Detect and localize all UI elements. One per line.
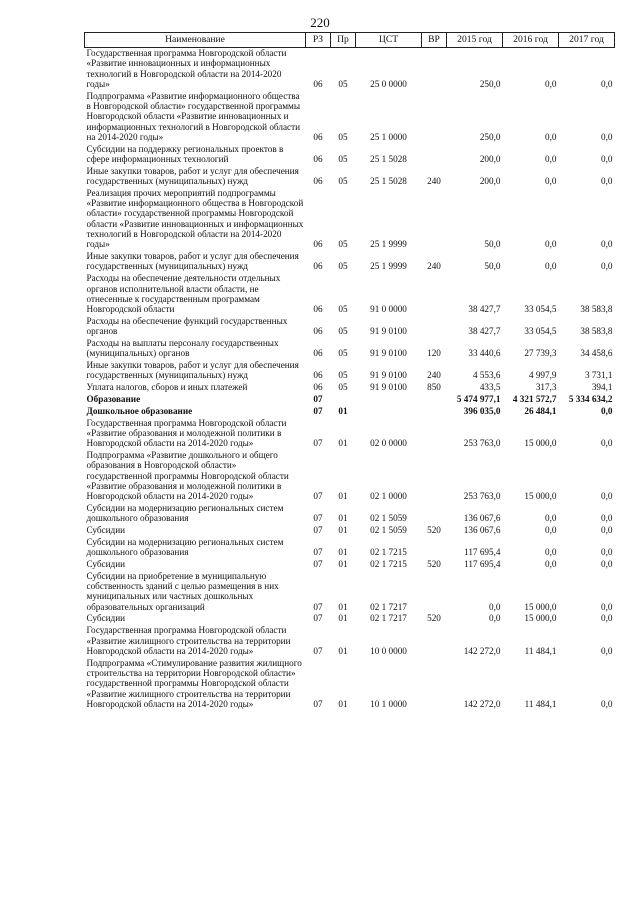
table-row	[85, 406, 615, 418]
row-2015-cell: 250,0	[479, 78, 501, 89]
table-row	[85, 613, 615, 625]
row-name-cell: Иные закупки товаров, работ и услуг для обеспечения государственных (муниципальных) нужд	[86, 165, 299, 187]
row-pr-cell: 05	[338, 153, 348, 164]
row-pr-cell: 05	[338, 78, 348, 89]
row-rz-cell: 07	[313, 438, 323, 449]
table-row	[85, 525, 615, 537]
row-cst-cell: 10 0 0000	[370, 645, 407, 656]
row-name-cell: Иные закупки товаров, работ и услуг для обеспечения государственных (муниципальных) нужд	[86, 251, 299, 272]
row-cst-cell: 02 1 7217	[370, 601, 407, 612]
row-vr-cell	[422, 394, 447, 406]
row-2017-cell: 394,1	[591, 382, 613, 393]
table-row	[85, 450, 615, 503]
row-pr-cell: 01	[338, 491, 348, 502]
row-vr-cell: 240	[427, 176, 441, 187]
row-rz-cell: 07	[313, 525, 323, 536]
table-header-row	[85, 33, 615, 48]
row-2016-cell: 0,0	[545, 239, 557, 250]
row-2016-cell: 0,0	[545, 547, 557, 558]
header-2016: 2016 год	[503, 33, 559, 48]
row-cst-cell: 25 0 0000	[370, 78, 407, 89]
row-pr-cell: 01	[338, 438, 348, 449]
header-name: Наименование	[85, 33, 306, 48]
row-name-cell: Государственная программа Новгородской области «Развитие образования и молодежной политики в Новгородской области на 2014-2020 годы»	[86, 417, 287, 449]
row-vr-cell	[422, 188, 447, 251]
row-vr-cell: 520	[427, 558, 441, 569]
row-2015-cell: 117 695,4	[464, 558, 501, 569]
row-cst-cell: 02 1 7215	[370, 547, 407, 558]
row-rz-cell: 06	[313, 261, 323, 272]
row-cst-cell: 02 1 5059	[370, 525, 407, 536]
row-pr-cell: 05	[338, 326, 348, 337]
row-name-cell: Субсидии	[86, 558, 126, 569]
row-name-cell: Государственная программа Новгородской области «Развитие жилищного строительства на территории Новгородской области на 2014-2020 годы»	[86, 625, 291, 656]
row-vr-cell	[422, 406, 447, 418]
row-pr-cell: 05	[338, 261, 348, 272]
row-2017-cell: 5 334 634,2	[568, 394, 613, 404]
table-row	[85, 316, 615, 338]
row-rz-cell: 07	[313, 558, 323, 569]
row-2016-cell: 0,0	[545, 131, 557, 142]
row-2017-cell: 0,0	[601, 491, 613, 502]
row-2015-cell: 253 763,0	[463, 438, 501, 449]
row-pr-cell: 01	[338, 645, 348, 656]
row-pr-cell: 05	[338, 370, 348, 381]
row-rz-cell: 07	[313, 698, 323, 709]
row-name-cell: Расходы на обеспечение деятельности отдельных органов исполнительной власти области, не отнесенные к государственным программам Новгородской области	[86, 273, 281, 315]
row-rz-cell: 07	[313, 405, 323, 416]
row-cst-cell: 25 1 0000	[370, 131, 407, 142]
row-name-cell: Дошкольное образование	[86, 405, 193, 416]
row-cst-cell: 25 1 5028	[370, 153, 407, 164]
row-pr-cell	[331, 394, 356, 406]
row-2016-cell: 15 000,0	[524, 601, 557, 612]
row-2016-cell: 27 739,3	[524, 348, 557, 359]
row-vr-cell	[422, 625, 447, 657]
row-2016-cell: 0,0	[545, 261, 557, 272]
row-name-cell: Субсидии на приобретение в муниципальную собственность зданий с целью размещения в них муниципальных или частных дошкольных образовательных организаций	[86, 570, 279, 612]
row-pr-cell: 01	[338, 698, 348, 709]
row-name-cell: Субсидии	[86, 525, 126, 536]
row-rz-cell: 07	[313, 645, 323, 656]
row-name-cell: Государственная программа Новгородской области «Развитие инновационных и информационных технологий в Новгородской области на 2014-2020 годы»	[86, 48, 287, 89]
header-vr: ВР	[422, 33, 447, 48]
row-cst-cell	[356, 394, 422, 406]
row-name-cell: Иные закупки товаров, работ и услуг для обеспечения государственных (муниципальных) нужд	[86, 360, 299, 381]
row-2015-cell: 136 067,6	[463, 513, 501, 524]
table-row	[85, 273, 615, 316]
row-2015-cell: 5 474 977,1	[456, 394, 501, 404]
row-vr-cell	[422, 571, 447, 614]
row-pr-cell: 01	[338, 547, 348, 558]
row-2016-cell: 15 000,0	[524, 438, 557, 449]
row-vr-cell: 120	[427, 348, 441, 359]
row-2017-cell: 0,0	[601, 601, 613, 612]
row-cst-cell: 91 9 0100	[370, 370, 407, 381]
row-vr-cell: 240	[427, 370, 441, 381]
row-rz-cell: 06	[313, 153, 323, 164]
row-rz-cell: 06	[313, 326, 323, 337]
row-2015-cell: 200,0	[479, 153, 501, 164]
row-rz-cell: 06	[313, 304, 323, 315]
row-pr-cell: 05	[338, 382, 348, 393]
table-row	[85, 251, 615, 273]
table-row	[85, 360, 615, 382]
row-rz-cell: 07	[313, 394, 323, 404]
row-2017-cell: 0,0	[601, 513, 613, 524]
row-2017-cell: 0,0	[601, 645, 613, 656]
table-row	[85, 658, 615, 711]
row-vr-cell	[422, 48, 447, 91]
header-2015: 2015 год	[447, 33, 503, 48]
table-row	[85, 625, 615, 657]
row-2017-cell: 0,0	[601, 547, 613, 558]
row-2016-cell: 11 484,1	[524, 645, 557, 656]
row-pr-cell: 01	[338, 513, 348, 524]
row-rz-cell: 06	[313, 176, 323, 187]
row-name-cell: Субсидии	[86, 613, 126, 624]
row-cst-cell: 91 9 0100	[370, 382, 407, 393]
row-vr-cell	[422, 537, 447, 559]
row-2017-cell: 0,0	[601, 525, 613, 536]
row-vr-cell: 520	[427, 613, 441, 624]
row-rz-cell: 06	[313, 370, 323, 381]
row-rz-cell: 06	[313, 78, 323, 89]
row-cst-cell	[356, 406, 422, 418]
row-vr-cell	[422, 316, 447, 338]
row-pr-cell: 05	[338, 176, 348, 187]
row-2016-cell: 4 321 572,7	[512, 394, 557, 404]
row-2016-cell: 15 000,0	[524, 613, 557, 624]
row-name-cell: Образование	[86, 394, 141, 404]
row-vr-cell: 240	[427, 261, 441, 272]
row-2015-cell: 4 553,6	[472, 370, 501, 381]
row-cst-cell: 10 1 0000	[370, 698, 407, 709]
table-row	[85, 338, 615, 360]
row-2017-cell: 0,0	[601, 78, 613, 89]
header-cst: ЦСТ	[356, 33, 422, 48]
table-body	[85, 48, 615, 711]
table-row	[85, 144, 615, 166]
row-2016-cell: 15 000,0	[524, 491, 557, 502]
row-2015-cell: 253 763,0	[463, 491, 501, 502]
row-2016-cell: 11 484,1	[524, 698, 557, 709]
row-2016-cell: 4 997,9	[528, 370, 557, 381]
row-name-cell: Расходы на обеспечение функций государственных органов	[86, 315, 288, 337]
table-row	[85, 394, 615, 406]
row-pr-cell: 05	[338, 348, 348, 359]
row-2015-cell: 433,5	[479, 382, 501, 393]
row-cst-cell: 02 1 0000	[370, 491, 407, 502]
row-name-cell: Уплата налогов, сборов и иных платежей	[86, 382, 248, 393]
row-2017-cell: 0,0	[601, 438, 613, 449]
row-2015-cell: 200,0	[479, 176, 501, 187]
row-2015-cell: 33 440,6	[468, 348, 501, 359]
header-pr: Пр	[331, 33, 356, 48]
row-vr-cell: 520	[427, 525, 441, 536]
header-rz: РЗ	[306, 33, 331, 48]
row-cst-cell: 25 1 9999	[370, 239, 407, 250]
row-2015-cell: 50,0	[484, 261, 501, 272]
table-row	[85, 537, 615, 559]
row-2015-cell: 142 272,0	[463, 645, 501, 656]
row-name-cell: Субсидии на поддержку региональных проектов в сфере информационных технологий	[86, 143, 284, 164]
row-2017-cell: 0,0	[601, 405, 613, 416]
row-2016-cell: 0,0	[545, 513, 557, 524]
row-2015-cell: 0,0	[489, 613, 501, 624]
row-cst-cell: 02 1 7217	[370, 613, 407, 624]
row-2015-cell: 38 427,7	[468, 326, 501, 337]
row-2017-cell: 34 458,6	[580, 348, 613, 359]
row-cst-cell: 91 9 0100	[370, 326, 407, 337]
row-vr-cell	[422, 273, 447, 316]
table-row	[85, 503, 615, 525]
row-2016-cell: 0,0	[545, 153, 557, 164]
row-rz-cell: 06	[313, 131, 323, 142]
table-row	[85, 382, 615, 394]
row-2016-cell: 317,3	[535, 382, 557, 393]
row-2016-cell: 0,0	[545, 558, 557, 569]
row-vr-cell	[422, 418, 447, 450]
row-pr-cell: 01	[338, 405, 348, 416]
row-rz-cell: 07	[313, 601, 323, 612]
row-2017-cell: 0,0	[601, 613, 613, 624]
row-2017-cell: 0,0	[601, 239, 613, 250]
row-pr-cell: 05	[338, 239, 348, 250]
row-rz-cell: 07	[313, 513, 323, 524]
row-vr-cell	[422, 144, 447, 166]
row-pr-cell: 01	[338, 613, 348, 624]
row-name-cell: Подпрограмма «Развитие информационного общества в Новгородской области» государственной программы Новгородской области «Развитие инновационных и информационных технологий в Новгородской области на 2014-2020 годы»	[86, 90, 301, 142]
row-2015-cell: 50,0	[484, 239, 501, 250]
table-row	[85, 559, 615, 571]
row-2017-cell: 3 731,1	[584, 370, 613, 381]
row-pr-cell: 05	[338, 131, 348, 142]
row-cst-cell: 02 0 0000	[370, 438, 407, 449]
row-name-cell: Подпрограмма «Стимулирование развития жилищного строительства на территории Новгородской области» государственной программы Новгородской области «Развитие жилищного строительства на территории Новгородской области на 2014-2020 годы»	[86, 657, 302, 709]
row-rz-cell: 07	[313, 491, 323, 502]
row-2015-cell: 117 695,4	[464, 547, 501, 558]
row-rz-cell: 06	[313, 382, 323, 393]
row-vr-cell	[422, 503, 447, 525]
row-2015-cell: 396 035,0	[463, 405, 501, 416]
row-name-cell: Подпрограмма «Развитие дошкольного и общего образования в Новгородской области» государственной программы Новгородской области «Развитие образования и молодежной политики в Новгородской области на 2014-2020 годы»	[86, 449, 289, 502]
row-2015-cell: 0,0	[489, 601, 501, 612]
row-name-cell: Реализация прочих мероприятий подпрограммы «Развитие информационного общества в Новгородской области» государственной программы Новгородской области «Развитие инновационных и информационных технологий в Новгородской области на 2014-2020 годы»	[86, 187, 304, 250]
row-2016-cell: 33 054,5	[524, 304, 557, 315]
row-name-cell: Субсидии на модернизацию региональных систем дошкольного образования	[86, 502, 284, 524]
row-rz-cell: 07	[313, 613, 323, 624]
row-pr-cell: 01	[338, 601, 348, 612]
row-pr-cell: 05	[338, 304, 348, 315]
row-cst-cell: 25 1 9999	[370, 261, 407, 272]
row-2016-cell: 0,0	[545, 525, 557, 536]
row-2017-cell: 0,0	[601, 698, 613, 709]
row-2017-cell: 0,0	[601, 131, 613, 142]
row-rz-cell: 06	[313, 239, 323, 250]
page-number: 220	[310, 15, 330, 30]
row-2016-cell: 26 484,1	[524, 405, 557, 416]
table-row	[85, 166, 615, 188]
row-2016-cell: 0,0	[545, 176, 557, 187]
row-cst-cell: 02 1 5059	[370, 513, 407, 524]
row-name-cell: Расходы на выплаты персоналу государственных (муниципальных) органов	[86, 338, 279, 359]
row-cst-cell: 02 1 7215	[370, 558, 407, 569]
row-2015-cell: 142 272,0	[463, 698, 501, 709]
row-2017-cell: 38 583,8	[580, 326, 613, 337]
row-cst-cell: 25 1 5028	[370, 176, 407, 187]
row-vr-cell	[422, 450, 447, 503]
row-vr-cell	[422, 658, 447, 711]
header-2017: 2017 год	[559, 33, 615, 48]
table-row	[85, 571, 615, 614]
table-row	[85, 188, 615, 251]
row-name-cell: Субсидии на модернизацию региональных систем дошкольного образования	[86, 536, 284, 558]
row-2017-cell: 0,0	[601, 558, 613, 569]
table-row	[85, 48, 615, 91]
row-2015-cell: 136 067,6	[463, 525, 501, 536]
row-2017-cell: 0,0	[601, 176, 613, 187]
row-pr-cell: 01	[338, 525, 348, 536]
row-rz-cell: 07	[313, 547, 323, 558]
row-2017-cell: 0,0	[601, 153, 613, 164]
row-cst-cell: 91 9 0100	[370, 348, 407, 359]
row-2017-cell: 0,0	[601, 261, 613, 272]
row-2015-cell: 250,0	[479, 131, 501, 142]
row-2016-cell: 33 054,5	[524, 326, 557, 337]
row-vr-cell: 850	[427, 382, 441, 393]
row-2016-cell: 0,0	[545, 78, 557, 89]
row-pr-cell: 01	[338, 558, 348, 569]
table-row	[85, 418, 615, 450]
row-vr-cell	[422, 91, 447, 144]
row-cst-cell: 91 0 0000	[370, 304, 407, 315]
row-2015-cell: 38 427,7	[468, 304, 501, 315]
row-rz-cell: 06	[313, 348, 323, 359]
budget-table	[84, 32, 615, 711]
table-row	[85, 91, 615, 144]
row-2017-cell: 38 583,8	[580, 304, 613, 315]
